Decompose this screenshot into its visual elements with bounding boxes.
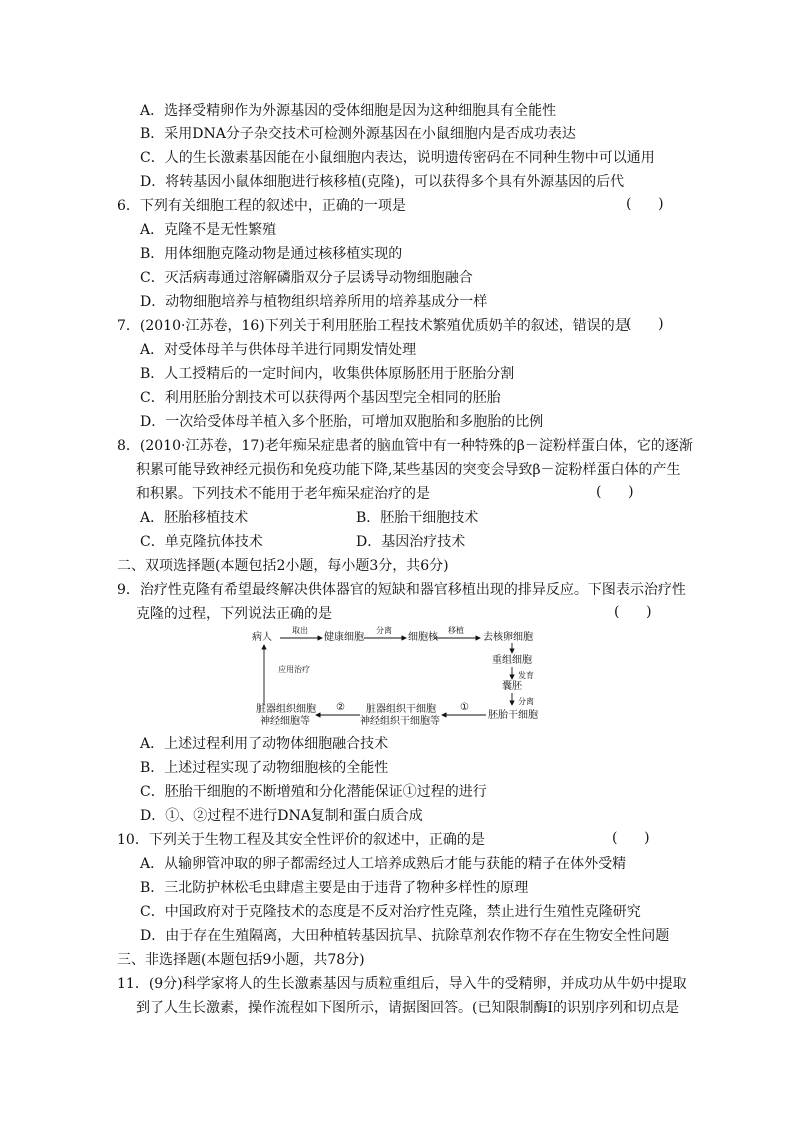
q5-option-a: A．选择受精卵作为外源基因的受体细胞是因为这种细胞具有全能性 [140, 103, 557, 119]
node-recombinant-cell: 重组细胞 [492, 655, 532, 666]
node-healthy-cell: 健康细胞 [324, 632, 364, 643]
node-patient: 病人 [252, 632, 272, 643]
q8-stem-line1: 8．(2010·江苏卷，17)老年痴呆症患者的脑血管中有一种特殊的β－淀粉样蛋白体，它的逐渐 [117, 438, 693, 454]
q7-option-a: A．对受体母羊与供体母羊进行同期发情处理 [140, 342, 417, 358]
label-step-2: ② [336, 702, 345, 713]
q11-line2: 到了人生长激素，操作流程如下图所示，请据图回答。(已知限制酶Ⅰ的识别序列和切点是 [136, 1000, 679, 1016]
node-organ-stem-cell-line1: 脏器组织干细胞 [366, 704, 436, 715]
q8-option-d: D．基因治疗技术 [356, 534, 466, 550]
q9-answer-paren: ( ) [614, 604, 652, 620]
node-nucleus: 细胞核 [408, 632, 438, 643]
label-separate-2: 分离 [518, 697, 534, 706]
q6-stem: 6．下列有关细胞工程的叙述中，正确的一项是 [117, 198, 406, 214]
label-develop: 发育 [518, 671, 534, 680]
label-extract: 取出 [292, 626, 308, 635]
node-organ-cell-line1: 脏器组织细胞 [256, 704, 316, 715]
label-separate: 分离 [376, 626, 392, 635]
q9-stem-line2: 克隆的过程，下列说法正确的是 [136, 606, 332, 622]
node-organ-cell-line2: 神经细胞等 [260, 716, 310, 727]
q11-line1: 11．(9分)科学家将人的生长激素基因与质粒重组后，导入牛的受精卵，并成功从牛奶中提取 [117, 976, 687, 992]
q10-option-a: A．从输卵管冲取的卵子都需经过人工培养成熟后才能与获能的精子在体外受精 [140, 856, 627, 872]
node-blastocyst: 囊胚 [502, 681, 522, 692]
q10-option-d: D．由于存在生殖隔离，大田种植转基因抗旱、抗除草剂农作物不存在生物安全性问题 [140, 928, 670, 944]
section-2-heading: 二、双项选择题(本题包括2小题，每小题3分，共6分) [117, 558, 449, 574]
q8-answer-paren: ( ) [596, 484, 634, 500]
q10-option-b: B．三北防护林松毛虫肆虐主要是由于违背了物种多样性的原理 [140, 880, 529, 896]
q5-option-d: D．将转基因小鼠体细胞进行核移植(克隆)，可以获得多个具有外源基因的后代 [140, 174, 625, 190]
q10-stem: 10．下列关于生物工程及其安全性评价的叙述中，正确的是 [117, 832, 485, 848]
q6-option-c: C．灭活病毒通过溶解磷脂双分子层诱导动物细胞融合 [140, 270, 473, 286]
q9-option-a: A．上述过程利用了动物体细胞融合技术 [140, 736, 389, 752]
q6-option-b: B．用体细胞克隆动物是通过核移植实现的 [140, 246, 403, 262]
q7-option-c: C．利用胚胎分割技术可以获得两个基因型完全相同的胚胎 [140, 390, 501, 406]
q9-stem-line1: 9．治疗性克隆有希望最终解决供体器官的短缺和器官移植出现的排异反应。下图表示治疗性 [117, 582, 686, 598]
label-apply-treatment: 应用治疗 [278, 665, 310, 674]
node-embryonic-stem-cell: 胚胎干细胞 [488, 710, 538, 721]
q8-option-b: B．胚胎干细胞技术 [356, 510, 479, 526]
q6-option-d: D．动物细胞培养与植物组织培养所用的培养基成分一样 [140, 294, 488, 310]
q8-stem-line3: 和积累。下列技术不能用于老年痴呆症治疗的是 [136, 486, 430, 502]
q5-option-c: C．人的生长激素基因能在小鼠细胞内表达，说明遗传密码在不同种生物中可以通用 [140, 150, 655, 166]
q9-option-c: C．胚胎干细胞的不断增殖和分化潜能保证①过程的进行 [140, 784, 487, 800]
q8-option-c: C．单克隆抗体技术 [140, 534, 263, 550]
q6-option-a: A．克隆不是无性繁殖 [140, 222, 277, 238]
q8-option-a: A．胚胎移植技术 [140, 510, 249, 526]
q7-option-b: B．人工授精后的一定时间内，收集供体原肠胚用于胚胎分割 [140, 366, 515, 382]
q10-answer-paren: ( ) [612, 830, 650, 846]
q7-answer-paren: ( ) [626, 316, 664, 332]
label-step-1: ① [460, 702, 469, 713]
label-transplant: 移植 [448, 626, 464, 635]
q7-stem: 7．(2010·江苏卷，16)下列关于利用胚胎工程技术繁殖优质奶羊的叙述，错误的是 [117, 318, 629, 334]
node-enucleated-egg: 去核卵细胞 [483, 632, 533, 643]
q8-stem-line2: 积累可能导致神经元损伤和免疫功能下降,某些基因的突变会导致β－淀粉样蛋白体的产生 [136, 462, 681, 478]
section-3-heading: 三、非选择题(本题包括9小题，共78分) [117, 952, 365, 968]
therapeutic-cloning-diagram [250, 625, 550, 730]
q9-option-b: B．上述过程实现了动物细胞核的全能性 [140, 760, 389, 776]
q7-option-d: D．一次给受体母羊植入多个胚胎，可增加双胞胎和多胞胎的比例 [140, 414, 544, 430]
node-organ-stem-cell-line2: 神经组织干细胞等 [360, 716, 440, 727]
q6-answer-paren: ( ) [626, 196, 664, 212]
q10-option-c: C．中国政府对于克隆技术的态度是不反对治疗性克隆，禁止进行生殖性克隆研究 [140, 904, 641, 920]
q5-option-b: B．采用DNA分子杂交技术可检测外源基因在小鼠细胞内是否成功表达 [140, 126, 576, 142]
q9-option-d: D．①、②过程不进行DNA复制和蛋白质合成 [140, 808, 423, 824]
